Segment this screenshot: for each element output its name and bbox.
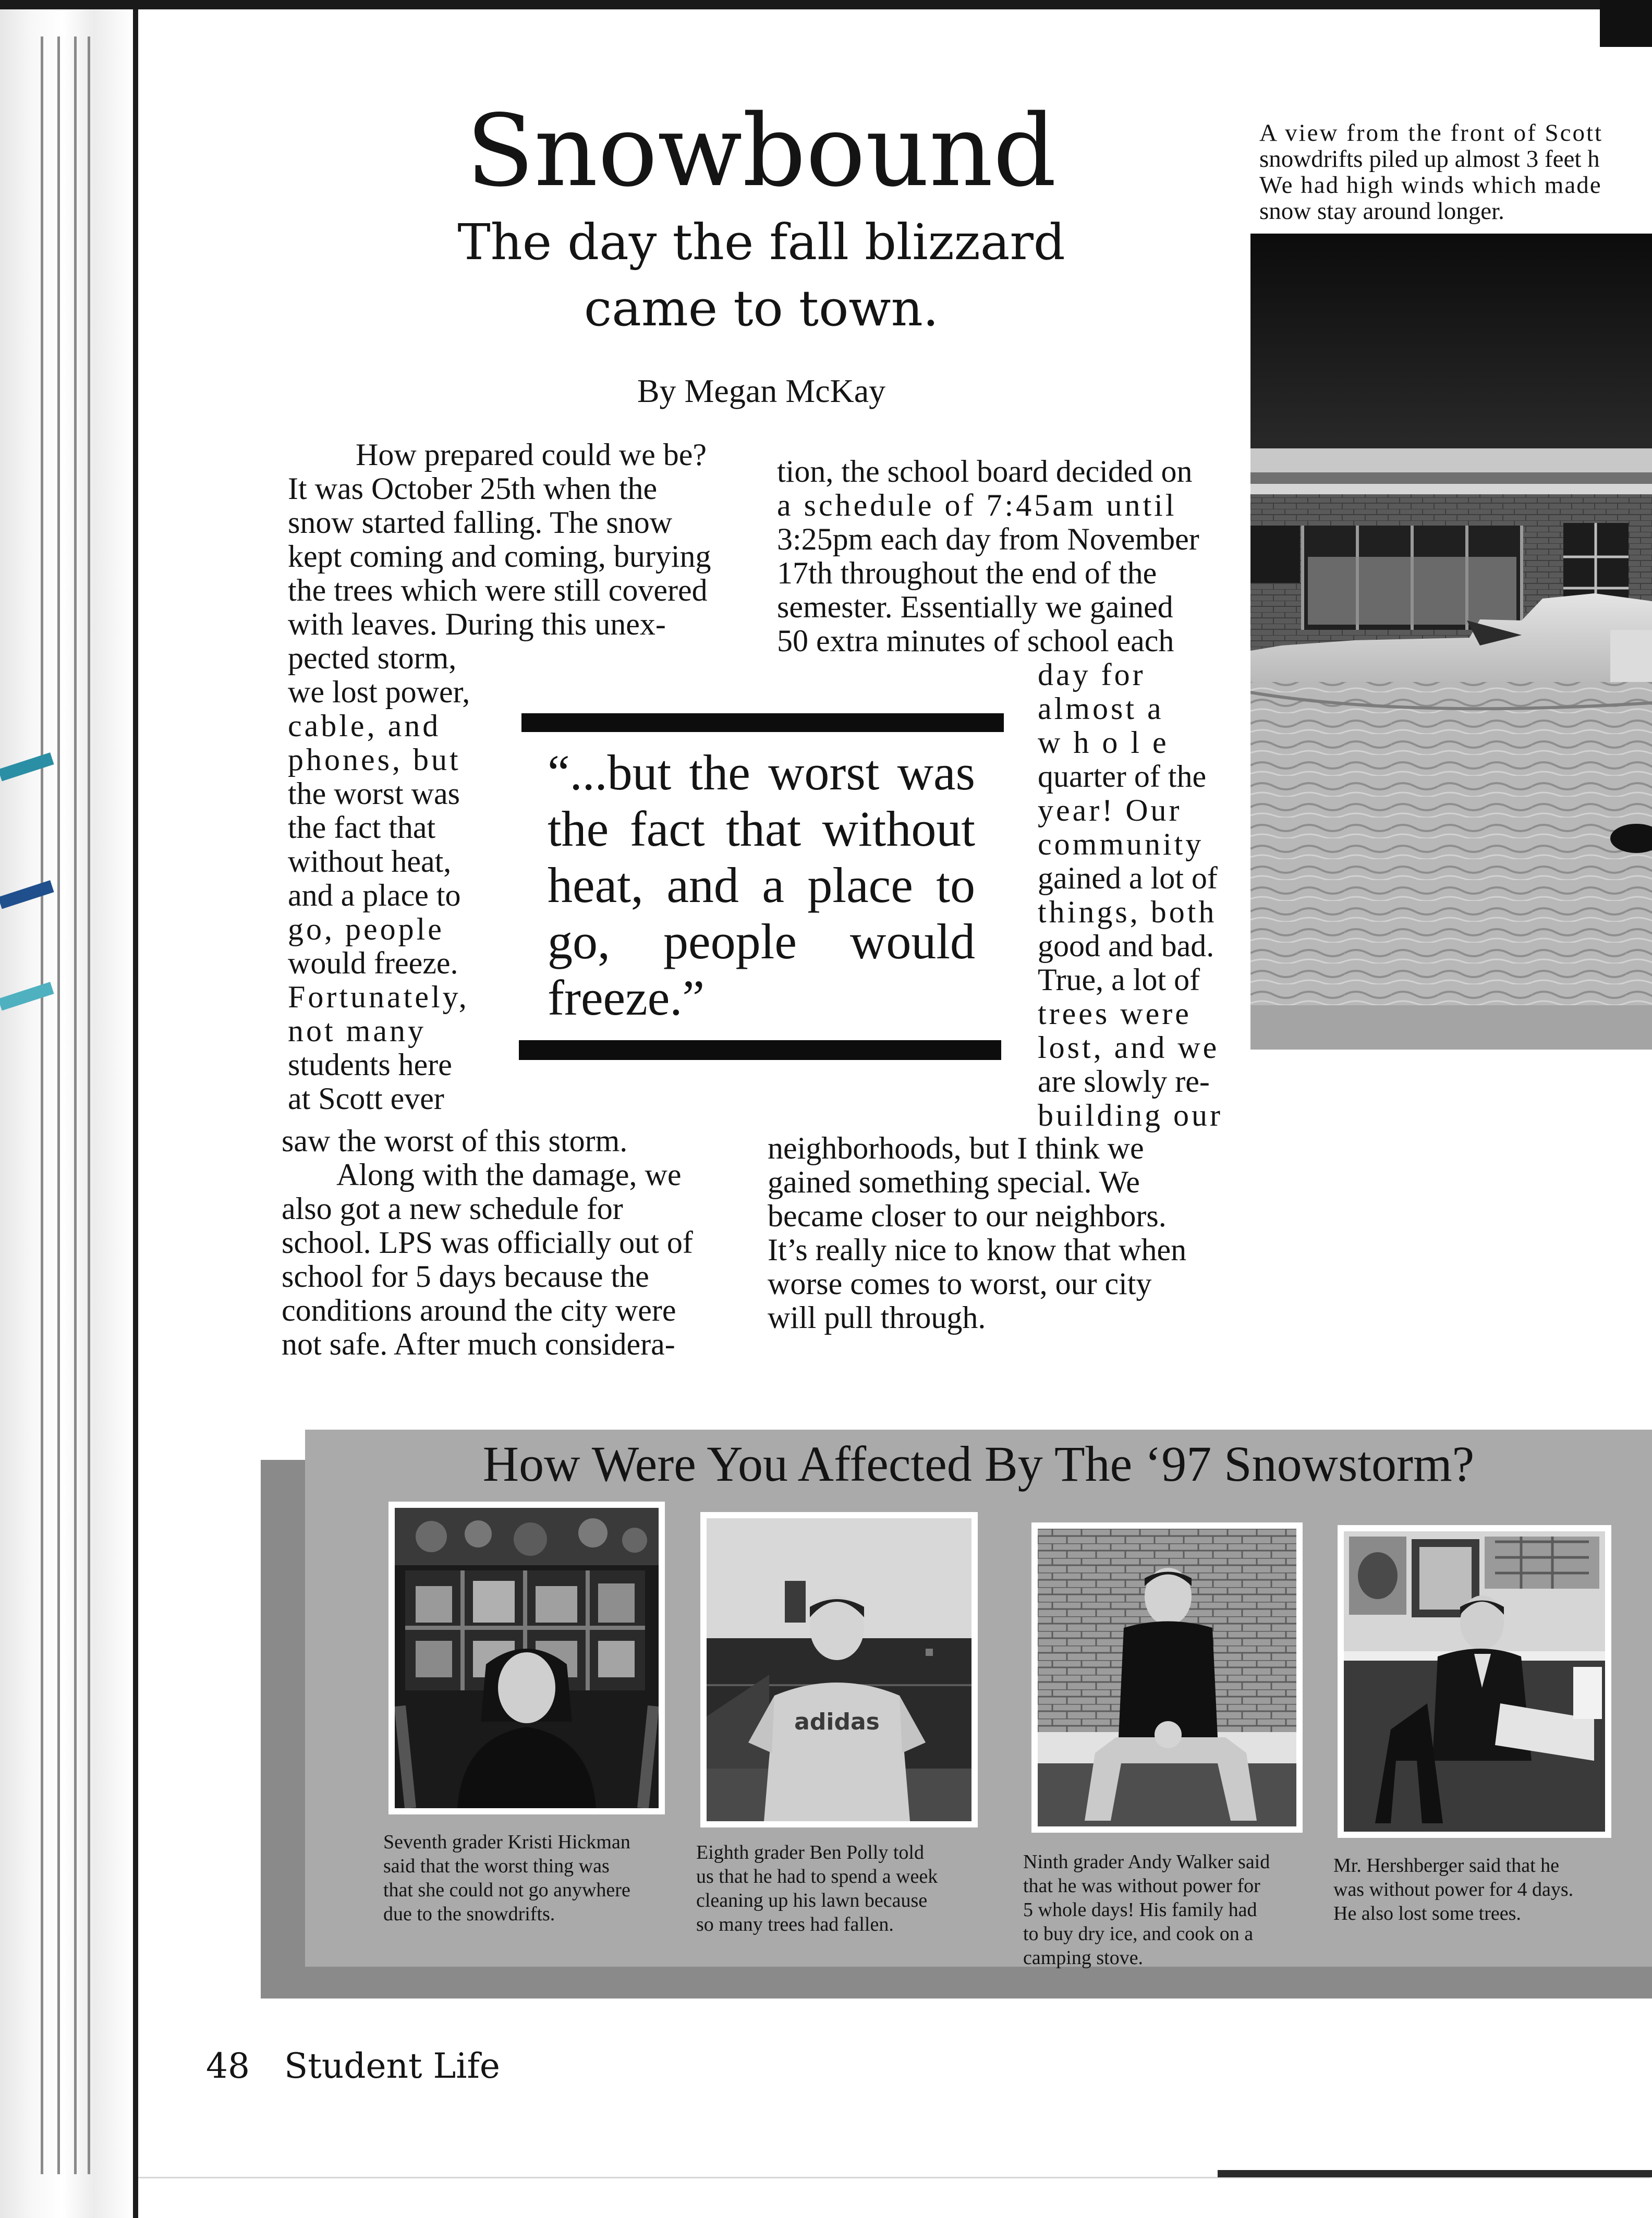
text-line: conditions around the city were <box>282 1293 676 1327</box>
text-line: True, a lot of <box>1038 962 1200 997</box>
caption-line: due to the snowdrifts. <box>383 1903 555 1925</box>
text-line: with leaves. During this unex- <box>288 607 666 641</box>
scan-bottom-shadow <box>1218 2170 1652 2177</box>
text-line: will pull through. <box>768 1300 986 1335</box>
text-line: trees were <box>1038 996 1192 1031</box>
photo-caption <box>1259 120 1652 224</box>
pull-quote-rule-bottom <box>519 1040 1001 1060</box>
text-line: pected storm, <box>288 641 457 675</box>
caption-line: Ninth grader Andy Walker said <box>1023 1851 1270 1873</box>
page-stack-line <box>88 36 90 2174</box>
text-line: at Scott ever <box>288 1081 444 1116</box>
subtitle-line: came to town. <box>584 280 939 338</box>
text-line: snow started falling. The snow <box>288 505 673 540</box>
pull-quote-line: go, people would <box>548 913 975 969</box>
text-line: Fortunately, <box>288 980 469 1014</box>
text-line: How prepared could we be? <box>356 437 707 472</box>
text-line: day for <box>1038 657 1146 692</box>
section-name: Student Life <box>284 2046 500 2086</box>
text-line: tion, the school board decided on <box>777 454 1193 489</box>
text-line: go, people <box>288 912 444 946</box>
text-line: 3:25pm each day from November <box>777 522 1199 556</box>
caption-line: snow stay around longer. <box>1259 198 1504 225</box>
text-line: saw the worst of this storm. <box>282 1124 628 1158</box>
article-column-left <box>288 641 496 675</box>
article-byline: By Megan McKay <box>637 372 886 409</box>
text-line: and a place to <box>288 878 461 912</box>
text-line: without heat, <box>288 844 452 879</box>
text-line: Along with the damage, we <box>336 1157 682 1192</box>
article-column-left-wrap <box>288 675 485 1116</box>
text-line: worse comes to worst, our city <box>768 1266 1152 1301</box>
text-line: lost, and we <box>1038 1030 1220 1065</box>
text-line: things, both <box>1038 895 1217 929</box>
text-line: community <box>1038 827 1204 861</box>
caption-line: said that the worst thing was <box>383 1855 610 1877</box>
caption-line: He also lost some trees. <box>1333 1903 1521 1924</box>
text-line: a schedule of 7:45am until <box>777 488 1177 522</box>
pull-quote-rule-top <box>521 713 1004 732</box>
article-column-right-wrap <box>1038 658 1228 1132</box>
text-line: gained something special. We <box>768 1165 1140 1199</box>
caption-line: camping stove. <box>1023 1947 1144 1969</box>
page-left-edge <box>133 9 138 2218</box>
caption-line: We had high winds which made <box>1259 172 1602 199</box>
page-number: 48 <box>206 2046 250 2086</box>
text-line: the fact that <box>288 810 436 845</box>
caption-line: Eighth grader Ben Polly told <box>696 1842 924 1863</box>
article-column-left-tail <box>282 1124 735 1361</box>
text-line: year! Our <box>1038 793 1182 827</box>
scan-left-page-stack <box>0 9 136 2218</box>
text-line: are slowly re- <box>1038 1064 1210 1099</box>
caption-line: that he was without power for <box>1023 1875 1260 1897</box>
pull-quote-line: heat, and a place to <box>548 857 975 913</box>
pull-quote-line: “...but the worst was <box>548 745 975 800</box>
caption-line: 5 whole days! His family had <box>1023 1899 1257 1921</box>
text-line: the worst was <box>288 776 460 811</box>
pull-quote-line: freeze.” <box>548 970 704 1026</box>
text-line: quarter of the <box>1038 759 1207 794</box>
student-photo-mr-hershberger <box>1338 1525 1611 1838</box>
text-line: gained a lot of <box>1038 861 1218 895</box>
student-caption-andy-walker <box>1023 1850 1302 1970</box>
text-line: also got a new schedule for <box>282 1191 623 1226</box>
text-line: 50 extra minutes of school each <box>777 624 1174 658</box>
pull-quote-line: the fact that without <box>548 801 975 857</box>
school-building-snow-photo <box>1250 234 1652 1050</box>
article-column-left <box>288 438 747 641</box>
student-caption-kristi-hickman <box>383 1830 660 1926</box>
text-line: It was October 25th when the <box>288 471 658 506</box>
feature-title: How Were You Affected By The ‘97 Snowstorm? <box>482 1436 1475 1492</box>
caption-line: Seventh grader Kristi Hickman <box>383 1831 630 1853</box>
student-photo-ben-polly <box>700 1512 978 1827</box>
text-line: not many <box>288 1014 426 1048</box>
text-line: became closer to our neighbors. <box>768 1199 1167 1233</box>
scan-top-edge <box>0 0 1652 9</box>
text-line: neighborhoods, but I think we <box>768 1131 1144 1165</box>
text-line: would freeze. <box>288 946 458 980</box>
page-stack-line <box>74 36 77 2174</box>
text-line: kept coming and coming, burying <box>288 539 711 574</box>
text-line: semester. Essentially we gained <box>777 590 1173 624</box>
shirt-logo-text: adidas <box>794 1709 880 1735</box>
article-title: Snowbound <box>466 93 1056 209</box>
text-line: cable, and <box>288 709 441 743</box>
text-line: not safe. After much considera- <box>282 1327 675 1361</box>
caption-line: to buy dry ice, and cook on a <box>1023 1923 1254 1945</box>
text-line: school. LPS was officially out of <box>282 1225 693 1260</box>
text-line: we lost power, <box>288 675 470 709</box>
text-line: It’s really nice to know that when <box>768 1233 1187 1267</box>
pull-quote <box>548 745 975 1026</box>
caption-line: was without power for 4 days. <box>1333 1879 1574 1900</box>
text-line: the trees which were still covered <box>288 573 708 607</box>
text-line: school for 5 days because the <box>282 1259 649 1294</box>
article-column-right-tail <box>768 1131 1216 1335</box>
student-caption-mr-hershberger <box>1333 1854 1612 1925</box>
caption-line: us that he had to spend a week <box>696 1866 938 1887</box>
student-photo-andy-walker <box>1031 1522 1303 1833</box>
caption-line: so many trees had fallen. <box>696 1914 894 1935</box>
text-line: phones, but <box>288 742 461 777</box>
caption-line: Mr. Hershberger said that he <box>1333 1855 1560 1876</box>
text-line: almost a <box>1038 691 1164 726</box>
caption-line: that she could not go anywhere <box>383 1879 630 1901</box>
text-line: students here <box>288 1047 452 1082</box>
text-line: building our <box>1038 1098 1223 1132</box>
caption-line: A view from the front of Scott <box>1259 119 1604 147</box>
text-line: 17th throughout the end of the <box>777 556 1157 590</box>
caption-line: snowdrifts piled up almost 3 feet h <box>1259 145 1600 173</box>
article-column-right <box>777 455 1230 658</box>
page-stack-line <box>57 36 60 2174</box>
scan-corner-shadow <box>1600 0 1652 47</box>
article-subtitle <box>334 210 1189 343</box>
student-photo-kristi-hickman <box>388 1502 665 1814</box>
student-caption-ben-polly <box>696 1841 975 1936</box>
text-line: w h o l e <box>1038 725 1169 760</box>
caption-line: cleaning up his lawn because <box>696 1890 928 1911</box>
subtitle-line: The day the fall blizzard <box>457 214 1065 271</box>
text-line: good and bad. <box>1038 929 1214 963</box>
page-stack-line <box>41 36 43 2174</box>
